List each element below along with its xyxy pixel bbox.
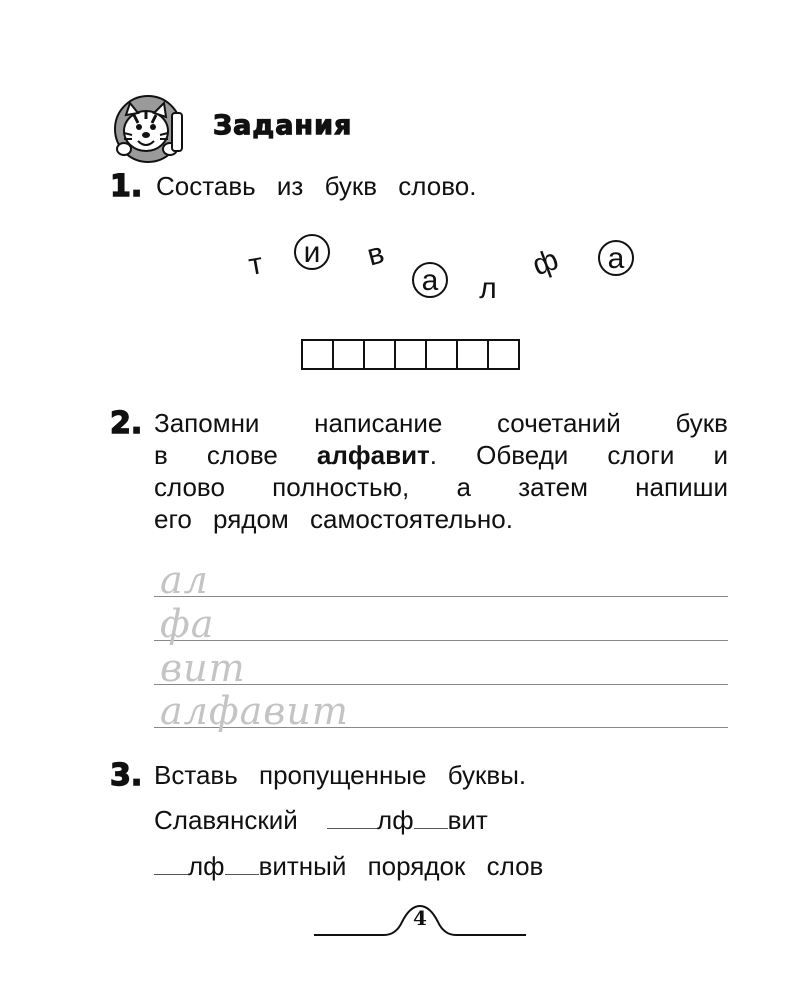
answer-box[interactable] — [332, 339, 365, 370]
answer-box[interactable] — [301, 339, 334, 370]
fill-line-2-part-1: лф — [188, 851, 225, 881]
answer-box[interactable] — [487, 339, 520, 370]
cursive-alfavit[interactable]: алфавит — [160, 689, 349, 733]
fill-line-1-part-2: вит — [447, 805, 488, 835]
task-3-text: Вставь пропущенные буквы. — [154, 760, 527, 790]
task-2-line-2-start: в слове — [154, 440, 278, 470]
task-2-line-2-end: . Обведи слоги и — [429, 440, 728, 470]
fill-line-1 — [154, 805, 488, 836]
word-alfavit: алфавит — [316, 440, 430, 470]
page-title: Задания — [213, 110, 353, 141]
answer-box[interactable] — [363, 339, 396, 370]
cursive-vit[interactable]: вит — [160, 646, 246, 690]
page-number: 4 — [413, 906, 427, 930]
task-2-number: 2. — [110, 406, 143, 441]
tiger-mascot-icon — [110, 93, 186, 163]
fill-line-2 — [154, 851, 543, 882]
fill-line-1-prefix: Славянский — [154, 805, 298, 835]
task-2-text — [154, 407, 728, 535]
task-2-line-1: Запомни написание сочетаний букв — [154, 408, 728, 438]
fill-line-2-part-2: витный порядок слов — [258, 851, 544, 881]
letter-4: а — [412, 262, 448, 298]
blank-gap[interactable] — [154, 852, 188, 875]
fill-line-1-part-1: лф — [377, 805, 414, 835]
answer-boxes — [301, 339, 520, 370]
task-2-line-3: слово полностью, а затем напиши — [154, 472, 728, 502]
letter-7: а — [598, 240, 634, 276]
blank-gap[interactable] — [327, 806, 377, 829]
task-1-number: 1. — [110, 169, 143, 204]
answer-box[interactable] — [394, 339, 427, 370]
answer-box[interactable] — [425, 339, 458, 370]
task-2-line-4: его рядом самостоятельно. — [154, 504, 513, 534]
blank-gap[interactable] — [225, 852, 259, 875]
answer-box[interactable] — [456, 339, 489, 370]
task-3-number: 3. — [110, 758, 143, 793]
cursive-fa[interactable]: фа — [160, 602, 215, 646]
letter-3: в — [363, 236, 388, 273]
letter-1: т — [246, 247, 266, 282]
task-2-line-2 — [154, 439, 728, 471]
blank-gap[interactable] — [414, 806, 448, 829]
cursive-al[interactable]: ал — [160, 558, 209, 602]
page-number-ornament — [314, 902, 526, 942]
task-1-text: Составь из букв слово. — [156, 171, 477, 201]
letter-2: и — [294, 234, 330, 270]
writing-line — [154, 596, 728, 597]
letter-5: л — [479, 272, 497, 305]
writing-line — [154, 640, 728, 641]
letter-6: ф — [528, 242, 563, 283]
